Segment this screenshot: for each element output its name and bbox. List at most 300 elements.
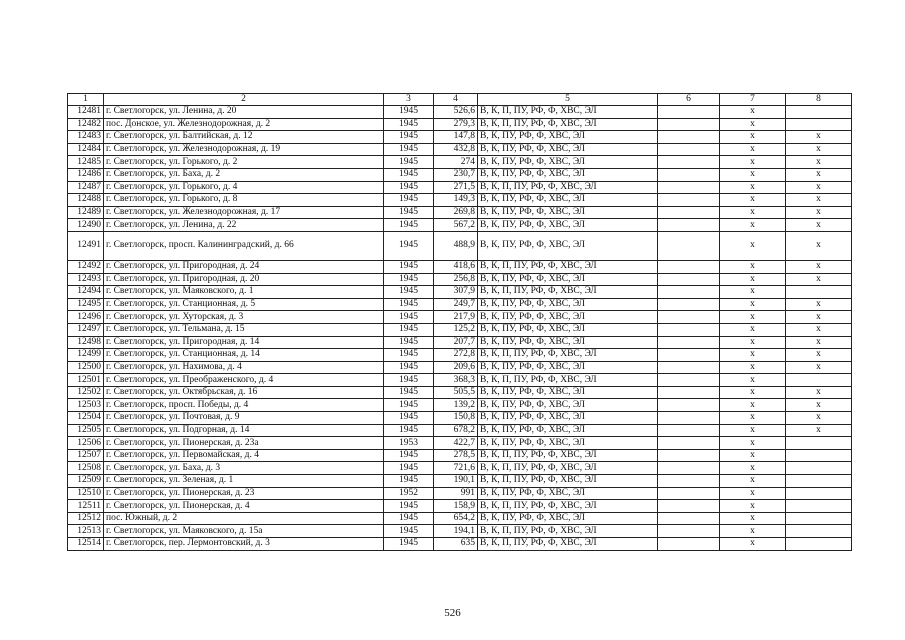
cell-year: 1945 <box>384 374 434 387</box>
cell-col6 <box>658 323 720 336</box>
cell-year: 1945 <box>384 361 434 374</box>
cell-number: 12500 <box>68 361 104 374</box>
cell-col7: х <box>720 386 786 399</box>
cell-address: г. Светлогорск, ул. Нахимова, д. 4 <box>104 361 384 374</box>
cell-area: 307,9 <box>434 286 478 299</box>
cell-col8 <box>786 512 852 525</box>
table-row <box>68 437 852 450</box>
cell-number: 12483 <box>68 131 104 144</box>
registry-table <box>67 93 852 551</box>
table-row <box>68 424 852 437</box>
table-row <box>68 131 852 144</box>
cell-number: 12504 <box>68 412 104 425</box>
cell-col8 <box>786 449 852 462</box>
cell-col6 <box>658 181 720 194</box>
table-row <box>68 156 852 169</box>
cell-area: 125,2 <box>434 323 478 336</box>
cell-number: 12502 <box>68 386 104 399</box>
cell-number: 12495 <box>68 298 104 311</box>
cell-year: 1945 <box>384 298 434 311</box>
cell-systems: В, К, ПУ, РФ, Ф, ХВС, ЭЛ <box>478 273 658 286</box>
header-cell-2: 2 <box>104 94 384 106</box>
cell-col7: х <box>720 424 786 437</box>
cell-area: 249,7 <box>434 298 478 311</box>
cell-address: г. Светлогорск, ул. Тельмана, д. 15 <box>104 323 384 336</box>
cell-year: 1945 <box>384 231 434 260</box>
cell-number: 12491 <box>68 231 104 260</box>
cell-address: г. Светлогорск, ул. Подгорная, д. 14 <box>104 424 384 437</box>
cell-col6 <box>658 399 720 412</box>
cell-systems: В, К, ПУ, РФ, Ф, ХВС, ЭЛ <box>478 156 658 169</box>
cell-address: г. Светлогорск, ул. Пригородная, д. 20 <box>104 273 384 286</box>
cell-year: 1945 <box>384 260 434 273</box>
table-row <box>68 336 852 349</box>
cell-col6 <box>658 462 720 475</box>
cell-col7: х <box>720 462 786 475</box>
cell-systems: В, К, ПУ, РФ, Ф, ХВС, ЭЛ <box>478 206 658 219</box>
table-row <box>68 143 852 156</box>
table-row <box>68 219 852 232</box>
cell-year: 1945 <box>384 462 434 475</box>
cell-col7: х <box>720 538 786 551</box>
cell-col8 <box>786 475 852 488</box>
cell-col6 <box>658 412 720 425</box>
cell-year: 1945 <box>384 399 434 412</box>
table-row <box>68 462 852 475</box>
cell-systems: В, К, ПУ, РФ, Ф, ХВС, ЭЛ <box>478 386 658 399</box>
cell-col6 <box>658 298 720 311</box>
cell-col8: х <box>786 399 852 412</box>
cell-col8: х <box>786 273 852 286</box>
cell-col8: х <box>786 298 852 311</box>
cell-systems: В, К, П, ПУ, РФ, Ф, ХВС, ЭЛ <box>478 118 658 131</box>
cell-col6 <box>658 168 720 181</box>
table-row <box>68 206 852 219</box>
cell-systems: В, К, ПУ, РФ, Ф, ХВС, ЭЛ <box>478 219 658 232</box>
cell-col7: х <box>720 349 786 362</box>
cell-col7: х <box>720 475 786 488</box>
cell-col7: х <box>720 181 786 194</box>
cell-number: 12514 <box>68 538 104 551</box>
table-row <box>68 538 852 551</box>
cell-number: 12482 <box>68 118 104 131</box>
cell-col8: х <box>786 143 852 156</box>
table-row <box>68 231 852 260</box>
cell-area: 422,7 <box>434 437 478 450</box>
cell-number: 12510 <box>68 487 104 500</box>
cell-area: 278,5 <box>434 449 478 462</box>
cell-col8: х <box>786 206 852 219</box>
cell-col6 <box>658 260 720 273</box>
table-body <box>68 106 852 551</box>
cell-year: 1945 <box>384 181 434 194</box>
cell-col6 <box>658 206 720 219</box>
table-row <box>68 399 852 412</box>
table-row <box>68 512 852 525</box>
cell-systems: В, К, П, ПУ, РФ, Ф, ХВС, ЭЛ <box>478 525 658 538</box>
table-row <box>68 298 852 311</box>
cell-col6 <box>658 487 720 500</box>
table-row <box>68 525 852 538</box>
cell-col7: х <box>720 273 786 286</box>
cell-address: пос. Донское, ул. Железнодорожная, д. 2 <box>104 118 384 131</box>
cell-systems: В, К, П, ПУ, РФ, Ф, ХВС, ЭЛ <box>478 462 658 475</box>
cell-address: г. Светлогорск, ул. Горького, д. 2 <box>104 156 384 169</box>
cell-systems: В, К, П, ПУ, РФ, Ф, ХВС, ЭЛ <box>478 475 658 488</box>
cell-year: 1945 <box>384 512 434 525</box>
cell-systems: В, К, П, ПУ, РФ, Ф, ХВС, ЭЛ <box>478 349 658 362</box>
cell-col6 <box>658 538 720 551</box>
cell-col6 <box>658 118 720 131</box>
cell-year: 1952 <box>384 487 434 500</box>
cell-address: пос. Южный, д. 2 <box>104 512 384 525</box>
header-cell-4: 4 <box>434 94 478 106</box>
cell-address: г. Светлогорск, ул. Станционная, д. 5 <box>104 298 384 311</box>
cell-number: 12486 <box>68 168 104 181</box>
header-cell-6: 6 <box>658 94 720 106</box>
cell-col8 <box>786 286 852 299</box>
table-row <box>68 168 852 181</box>
cell-systems: В, К, ПУ, РФ, Ф, ХВС, ЭЛ <box>478 336 658 349</box>
cell-area: 269,8 <box>434 206 478 219</box>
cell-number: 12490 <box>68 219 104 232</box>
cell-col7: х <box>720 156 786 169</box>
cell-address: г. Светлогорск, ул. Балтийская, д. 12 <box>104 131 384 144</box>
cell-address: г. Светлогорск, просп. Победы, д. 4 <box>104 399 384 412</box>
cell-col6 <box>658 273 720 286</box>
cell-col8 <box>786 487 852 500</box>
cell-systems: В, К, ПУ, РФ, Ф, ХВС, ЭЛ <box>478 131 658 144</box>
cell-area: 158,9 <box>434 500 478 513</box>
cell-col7: х <box>720 231 786 260</box>
cell-col7: х <box>720 260 786 273</box>
cell-systems: В, К, ПУ, РФ, Ф, ХВС, ЭЛ <box>478 298 658 311</box>
cell-address: г. Светлогорск, ул. Баха, д. 3 <box>104 462 384 475</box>
cell-col8: х <box>786 194 852 207</box>
table-header-row <box>68 94 852 106</box>
cell-year: 1945 <box>384 500 434 513</box>
cell-col6 <box>658 143 720 156</box>
cell-year: 1945 <box>384 336 434 349</box>
cell-col6 <box>658 349 720 362</box>
cell-systems: В, К, ПУ, РФ, Ф, ХВС, ЭЛ <box>478 437 658 450</box>
cell-col8: х <box>786 168 852 181</box>
cell-col6 <box>658 336 720 349</box>
cell-number: 12484 <box>68 143 104 156</box>
header-cell-8: 8 <box>786 94 852 106</box>
cell-area: 368,3 <box>434 374 478 387</box>
cell-col7: х <box>720 361 786 374</box>
cell-col6 <box>658 131 720 144</box>
cell-col6 <box>658 437 720 450</box>
cell-address: г. Светлогорск, ул. Хуторская, д. 3 <box>104 311 384 324</box>
table-row <box>68 500 852 513</box>
table-row <box>68 361 852 374</box>
cell-number: 12487 <box>68 181 104 194</box>
table-row <box>68 194 852 207</box>
cell-address: г. Светлогорск, ул. Пригородная, д. 14 <box>104 336 384 349</box>
cell-year: 1945 <box>384 194 434 207</box>
cell-year: 1945 <box>384 131 434 144</box>
cell-col6 <box>658 286 720 299</box>
cell-col8 <box>786 437 852 450</box>
cell-col6 <box>658 475 720 488</box>
cell-col8 <box>786 538 852 551</box>
cell-col6 <box>658 231 720 260</box>
cell-col7: х <box>720 437 786 450</box>
cell-year: 1945 <box>384 143 434 156</box>
cell-col8: х <box>786 156 852 169</box>
cell-systems: В, К, ПУ, РФ, Ф, ХВС, ЭЛ <box>478 424 658 437</box>
cell-area: 217,9 <box>434 311 478 324</box>
cell-address: г. Светлогорск, ул. Железнодорожная, д. 19 <box>104 143 384 156</box>
cell-area: 418,6 <box>434 260 478 273</box>
cell-systems: В, К, П, ПУ, РФ, Ф, ХВС, ЭЛ <box>478 374 658 387</box>
cell-systems: В, К, П, ПУ, РФ, Ф, ХВС, ЭЛ <box>478 500 658 513</box>
cell-number: 12489 <box>68 206 104 219</box>
cell-address: г. Светлогорск, ул. Маяковского, д. 1 <box>104 286 384 299</box>
cell-col6 <box>658 374 720 387</box>
cell-area: 678,2 <box>434 424 478 437</box>
cell-col8: х <box>786 412 852 425</box>
cell-systems: В, К, ПУ, РФ, Ф, ХВС, ЭЛ <box>478 143 658 156</box>
cell-systems: В, К, П, ПУ, РФ, Ф, ХВС, ЭЛ <box>478 260 658 273</box>
cell-address: г. Светлогорск, ул. Горького, д. 4 <box>104 181 384 194</box>
table-row <box>68 118 852 131</box>
cell-col7: х <box>720 412 786 425</box>
table-row <box>68 412 852 425</box>
cell-col6 <box>658 156 720 169</box>
cell-col7: х <box>720 449 786 462</box>
cell-year: 1945 <box>384 386 434 399</box>
cell-address: г. Светлогорск, ул. Пионерская, д. 4 <box>104 500 384 513</box>
cell-col6 <box>658 194 720 207</box>
cell-col8 <box>786 374 852 387</box>
cell-area: 432,8 <box>434 143 478 156</box>
cell-col7: х <box>720 487 786 500</box>
cell-systems: В, К, П, ПУ, РФ, Ф, ХВС, ЭЛ <box>478 181 658 194</box>
cell-col8: х <box>786 323 852 336</box>
cell-systems: В, К, П, ПУ, РФ, Ф, ХВС, ЭЛ <box>478 449 658 462</box>
cell-address: г. Светлогорск, ул. Пригородная, д. 24 <box>104 260 384 273</box>
cell-col7: х <box>720 374 786 387</box>
cell-col7: х <box>720 131 786 144</box>
cell-year: 1945 <box>384 475 434 488</box>
cell-area: 256,8 <box>434 273 478 286</box>
cell-col6 <box>658 512 720 525</box>
cell-year: 1945 <box>384 412 434 425</box>
cell-year: 1945 <box>384 424 434 437</box>
cell-year: 1945 <box>384 525 434 538</box>
cell-col8: х <box>786 231 852 260</box>
cell-col6 <box>658 219 720 232</box>
cell-col8: х <box>786 260 852 273</box>
table-row <box>68 273 852 286</box>
cell-col8 <box>786 525 852 538</box>
cell-area: 207,7 <box>434 336 478 349</box>
cell-area: 147,8 <box>434 131 478 144</box>
cell-systems: В, К, ПУ, РФ, Ф, ХВС, ЭЛ <box>478 194 658 207</box>
cell-col8 <box>786 500 852 513</box>
cell-systems: В, К, ПУ, РФ, Ф, ХВС, ЭЛ <box>478 412 658 425</box>
cell-col7: х <box>720 525 786 538</box>
cell-year: 1945 <box>384 311 434 324</box>
cell-col7: х <box>720 206 786 219</box>
cell-col8 <box>786 106 852 119</box>
table-row <box>68 475 852 488</box>
cell-col7: х <box>720 143 786 156</box>
table-row <box>68 106 852 119</box>
cell-year: 1945 <box>384 106 434 119</box>
cell-area: 139,2 <box>434 399 478 412</box>
table-row <box>68 181 852 194</box>
table-row <box>68 487 852 500</box>
cell-number: 12498 <box>68 336 104 349</box>
cell-number: 12508 <box>68 462 104 475</box>
cell-address: г. Светлогорск, просп. Калининградский, д. 66 <box>104 231 384 260</box>
table-row <box>68 449 852 462</box>
cell-year: 1945 <box>384 168 434 181</box>
cell-col7: х <box>720 399 786 412</box>
cell-number: 12485 <box>68 156 104 169</box>
cell-number: 12513 <box>68 525 104 538</box>
header-cell-5: 5 <box>478 94 658 106</box>
cell-col6 <box>658 525 720 538</box>
table-row <box>68 386 852 399</box>
cell-year: 1945 <box>384 219 434 232</box>
cell-col7: х <box>720 219 786 232</box>
cell-col8 <box>786 462 852 475</box>
cell-number: 12511 <box>68 500 104 513</box>
cell-col7: х <box>720 298 786 311</box>
cell-col8: х <box>786 336 852 349</box>
cell-col7: х <box>720 336 786 349</box>
cell-col7: х <box>720 194 786 207</box>
cell-number: 12501 <box>68 374 104 387</box>
cell-area: 488,9 <box>434 231 478 260</box>
cell-year: 1945 <box>384 273 434 286</box>
cell-address: г. Светлогорск, ул. Октябрьская, д. 16 <box>104 386 384 399</box>
cell-number: 12509 <box>68 475 104 488</box>
cell-address: г. Светлогорск, ул. Горького, д. 8 <box>104 194 384 207</box>
cell-area: 505,5 <box>434 386 478 399</box>
cell-col8: х <box>786 386 852 399</box>
cell-col8: х <box>786 349 852 362</box>
cell-col7: х <box>720 512 786 525</box>
cell-area: 149,3 <box>434 194 478 207</box>
cell-address: г. Светлогорск, ул. Пионерская, д. 23а <box>104 437 384 450</box>
cell-area: 279,3 <box>434 118 478 131</box>
cell-systems: В, К, П, ПУ, РФ, Ф, ХВС, ЭЛ <box>478 538 658 551</box>
cell-number: 12503 <box>68 399 104 412</box>
page-number: 526 <box>444 607 461 619</box>
cell-col7: х <box>720 323 786 336</box>
cell-systems: В, К, ПУ, РФ, Ф, ХВС, ЭЛ <box>478 311 658 324</box>
table-row <box>68 286 852 299</box>
cell-systems: В, К, ПУ, РФ, Ф, ХВС, ЭЛ <box>478 399 658 412</box>
cell-area: 272,8 <box>434 349 478 362</box>
cell-col6 <box>658 449 720 462</box>
table-row <box>68 260 852 273</box>
cell-address: г. Светлогорск, ул. Баха, д. 2 <box>104 168 384 181</box>
cell-number: 12499 <box>68 349 104 362</box>
cell-systems: В, К, П, ПУ, РФ, Ф, ХВС, ЭЛ <box>478 106 658 119</box>
cell-address: г. Светлогорск, пер. Лермонтовский, д. 3 <box>104 538 384 551</box>
cell-area: 190,1 <box>434 475 478 488</box>
cell-area: 721,6 <box>434 462 478 475</box>
cell-number: 12494 <box>68 286 104 299</box>
header-cell-1: 1 <box>68 94 104 106</box>
cell-area: 526,6 <box>434 106 478 119</box>
cell-address: г. Светлогорск, ул. Маяковского, д. 15а <box>104 525 384 538</box>
cell-area: 991 <box>434 487 478 500</box>
cell-area: 635 <box>434 538 478 551</box>
cell-area: 194,1 <box>434 525 478 538</box>
cell-systems: В, К, ПУ, РФ, Ф, ХВС, ЭЛ <box>478 231 658 260</box>
header-cell-7: 7 <box>720 94 786 106</box>
cell-year: 1953 <box>384 437 434 450</box>
table-row <box>68 311 852 324</box>
cell-number: 12481 <box>68 106 104 119</box>
cell-number: 12506 <box>68 437 104 450</box>
cell-address: г. Светлогорск, ул. Преображенского, д. 4 <box>104 374 384 387</box>
cell-number: 12492 <box>68 260 104 273</box>
cell-area: 274 <box>434 156 478 169</box>
cell-col7: х <box>720 118 786 131</box>
cell-area: 150,8 <box>434 412 478 425</box>
cell-year: 1945 <box>384 206 434 219</box>
cell-systems: В, К, ПУ, РФ, Ф, ХВС, ЭЛ <box>478 168 658 181</box>
table-row <box>68 323 852 336</box>
cell-number: 12512 <box>68 512 104 525</box>
cell-col7: х <box>720 286 786 299</box>
cell-address: г. Светлогорск, ул. Железнодорожная, д. 17 <box>104 206 384 219</box>
cell-col8: х <box>786 219 852 232</box>
cell-number: 12488 <box>68 194 104 207</box>
cell-year: 1945 <box>384 449 434 462</box>
cell-address: г. Светлогорск, ул. Зеленая, д. 1 <box>104 475 384 488</box>
cell-col7: х <box>720 106 786 119</box>
cell-area: 230,7 <box>434 168 478 181</box>
cell-address: г. Светлогорск, ул. Станционная, д. 14 <box>104 349 384 362</box>
cell-number: 12497 <box>68 323 104 336</box>
cell-address: г. Светлогорск, ул. Первомайская, д. 4 <box>104 449 384 462</box>
cell-year: 1945 <box>384 118 434 131</box>
cell-systems: В, К, ПУ, РФ, Ф, ХВС, ЭЛ <box>478 487 658 500</box>
cell-col6 <box>658 386 720 399</box>
cell-col8: х <box>786 361 852 374</box>
cell-address: г. Светлогорск, ул. Почтовая, д. 9 <box>104 412 384 425</box>
cell-area: 654,2 <box>434 512 478 525</box>
cell-year: 1945 <box>384 286 434 299</box>
cell-number: 12496 <box>68 311 104 324</box>
cell-col6 <box>658 311 720 324</box>
cell-col6 <box>658 361 720 374</box>
cell-number: 12493 <box>68 273 104 286</box>
cell-systems: В, К, ПУ, РФ, Ф, ХВС, ЭЛ <box>478 323 658 336</box>
cell-col6 <box>658 424 720 437</box>
cell-address: г. Светлогорск, ул. Ленина, д. 22 <box>104 219 384 232</box>
cell-col8 <box>786 118 852 131</box>
cell-col8: х <box>786 424 852 437</box>
cell-year: 1945 <box>384 323 434 336</box>
cell-area: 209,6 <box>434 361 478 374</box>
cell-col6 <box>658 500 720 513</box>
cell-year: 1945 <box>384 156 434 169</box>
cell-address: г. Светлогорск, ул. Ленина, д. 20 <box>104 106 384 119</box>
table-row <box>68 374 852 387</box>
header-cell-3: 3 <box>384 94 434 106</box>
